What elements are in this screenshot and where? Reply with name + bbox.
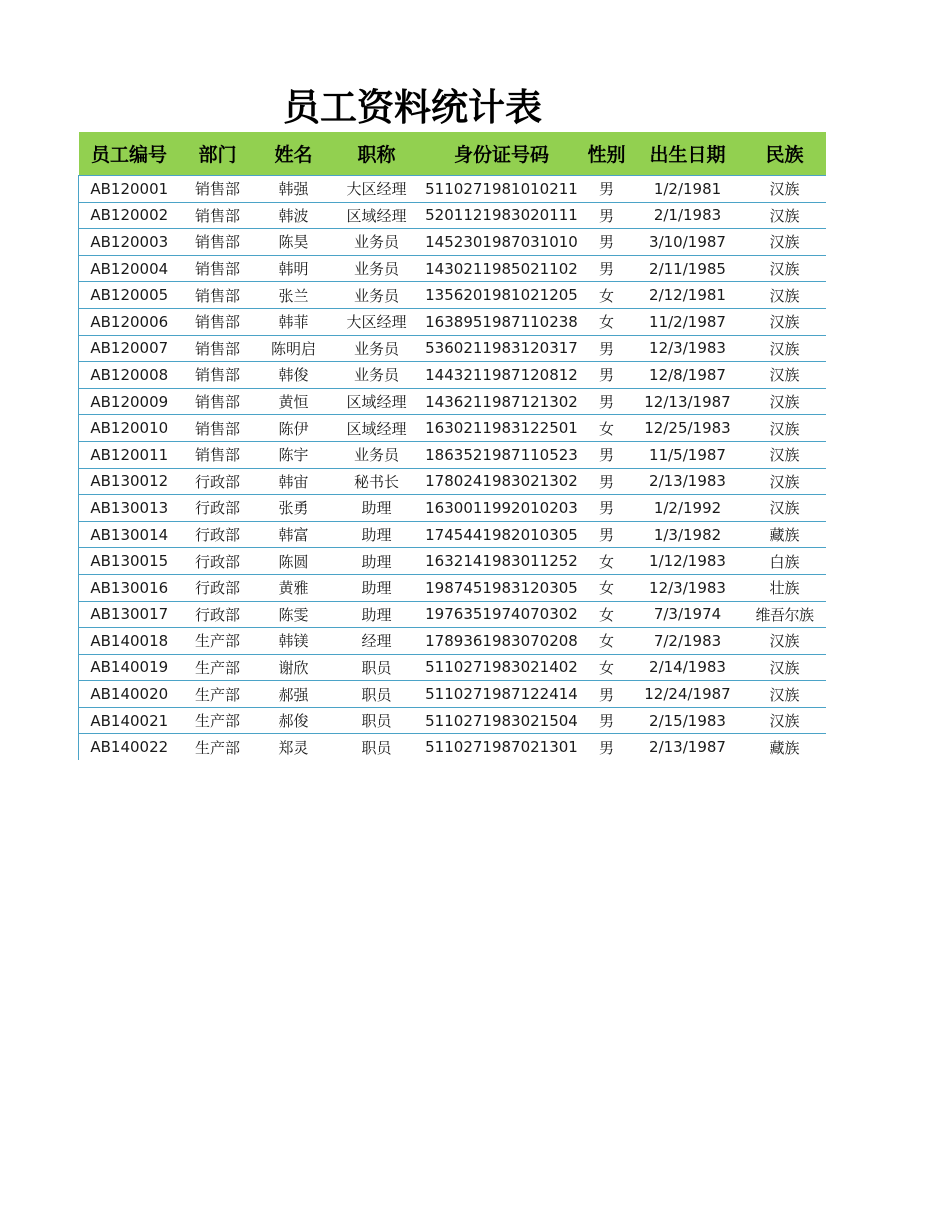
cell-gender: 男	[582, 521, 632, 548]
cell-birth-date: 1/3/1982	[632, 521, 744, 548]
cell-job-title: 助理	[332, 521, 422, 548]
cell-department: 销售部	[180, 388, 256, 415]
cell-department: 销售部	[180, 176, 256, 203]
cell-gender: 女	[582, 282, 632, 309]
cell-department: 生产部	[180, 681, 256, 708]
cell-name: 郑灵	[278, 738, 309, 757]
table-row	[79, 574, 826, 601]
cell-department: 行政部	[180, 574, 256, 601]
cell-gender: 男	[582, 681, 632, 708]
cell-ethnicity: 汉族	[744, 654, 826, 681]
cell-job-title: 业务员	[332, 229, 422, 256]
cell-department: 生产部	[180, 654, 256, 681]
cell-gender: 男	[582, 441, 632, 468]
cell-id-number: 5110271983021402	[422, 654, 582, 681]
table-header	[79, 132, 826, 176]
table-row	[79, 335, 826, 362]
cell-department: 生产部	[180, 707, 256, 734]
cell-job-title: 业务员	[332, 335, 422, 362]
cell-department: 行政部	[180, 521, 256, 548]
cell-department: 销售部	[180, 335, 256, 362]
table-row	[79, 441, 826, 468]
cell-ethnicity: 汉族	[744, 468, 826, 495]
cell-birth-date: 12/3/1983	[632, 574, 744, 601]
cell-ethnicity: 藏族	[769, 738, 800, 757]
cell-ethnicity: 壮族	[744, 574, 826, 601]
cell-birth-date: 2/1/1983	[632, 202, 744, 229]
cell-name: 韩强	[256, 176, 332, 203]
table-row	[79, 308, 826, 335]
cell-job-title: 业务员	[332, 441, 422, 468]
cell-ethnicity: 汉族	[744, 415, 826, 442]
cell-birth-date: 12/8/1987	[632, 362, 744, 389]
cell-birth-date: 3/10/1987	[632, 229, 744, 256]
cell-employee-id: AB140021	[79, 707, 180, 734]
cell-name: 张兰	[256, 282, 332, 309]
header-row	[79, 132, 826, 176]
table-row	[79, 202, 826, 229]
table-row	[79, 681, 826, 708]
cell-department: 销售部	[180, 229, 256, 256]
cell-ethnicity: 汉族	[744, 202, 826, 229]
cell-job-title: 区域经理	[332, 415, 422, 442]
cell-ethnicity: 白族	[744, 548, 826, 575]
cell-gender: 男	[582, 229, 632, 256]
cell-employee-id: AB130012	[79, 468, 180, 495]
cell-gender: 男	[582, 202, 632, 229]
cell-employee-id: AB140022	[79, 734, 180, 760]
cell-name: 韩菲	[256, 308, 332, 335]
header-employee-id: 员工编号	[79, 132, 180, 176]
table-row	[79, 388, 826, 415]
cell-employee-id: AB120010	[79, 415, 180, 442]
cell-name: 韩俊	[256, 362, 332, 389]
header-ethnicity: 民族	[744, 132, 826, 176]
cell-employee-id: AB120008	[79, 362, 180, 389]
table-row	[79, 654, 826, 681]
cell-employee-id: AB130015	[79, 548, 180, 575]
cell-gender: 男	[582, 495, 632, 522]
cell-ethnicity: 汉族	[744, 308, 826, 335]
cell-ethnicity: 维吾尔族	[744, 601, 826, 628]
cell-id-number: 5110271987122414	[422, 681, 582, 708]
cell-job-title: 助理	[332, 574, 422, 601]
cell-id-number: 1630011992010203	[422, 495, 582, 522]
table-row	[79, 362, 826, 389]
cell-birth-date: 1/12/1983	[632, 548, 744, 575]
cell-gender: 男	[582, 176, 632, 203]
cell-birth-date: 7/2/1983	[632, 628, 744, 655]
cell-birth-date: 1/2/1981	[632, 176, 744, 203]
cell-name: 黄恒	[256, 388, 332, 415]
cell-job-title: 秘书长	[332, 468, 422, 495]
cell-name: 韩镁	[256, 628, 332, 655]
cell-job-title: 业务员	[332, 255, 422, 282]
sheet-title	[78, 84, 825, 132]
cell-gender: 男	[598, 738, 614, 757]
sheet-title-text: 员工资料统计表	[283, 86, 542, 129]
cell-id-number: 1436211987121302	[422, 388, 582, 415]
cell-employee-id: AB120003	[79, 229, 180, 256]
cell-job-title: 区域经理	[332, 202, 422, 229]
cell-id-number: 1630211983122501	[422, 415, 582, 442]
cell-job-title: 区域经理	[332, 388, 422, 415]
cell-name: 黄雅	[256, 574, 332, 601]
cell-gender: 男	[582, 388, 632, 415]
cell-birth-date: 12/13/1987	[632, 388, 744, 415]
cell-department: 销售部	[180, 308, 256, 335]
cell-job-title: 助理	[332, 601, 422, 628]
cell-ethnicity: 藏族	[744, 521, 826, 548]
cell-ethnicity: 汉族	[744, 681, 826, 708]
cell-employee-id: AB120002	[79, 202, 180, 229]
cell-id-number: 5360211983120317	[422, 335, 582, 362]
cell-gender: 女	[582, 574, 632, 601]
cell-job-title: 职员	[332, 654, 422, 681]
cell-gender: 男	[582, 255, 632, 282]
cell-ethnicity: 汉族	[744, 388, 826, 415]
cell-department: 销售部	[180, 282, 256, 309]
cell-department: 生产部	[180, 628, 256, 655]
cell-job-title: 职员	[332, 681, 422, 708]
cell-job-title: 助理	[332, 548, 422, 575]
cell-employee-id: AB130014	[79, 521, 180, 548]
cell-employee-id: AB120011	[79, 441, 180, 468]
cell-birth-date: 12/25/1983	[632, 415, 744, 442]
header-department: 部门	[180, 132, 256, 176]
table-row	[79, 415, 826, 442]
cell-gender: 男	[582, 707, 632, 734]
cell-employee-id: AB120001	[79, 176, 180, 203]
cell-name: 郝强	[256, 681, 332, 708]
cell-job-title: 业务员	[332, 282, 422, 309]
cell-employee-id: AB130013	[79, 495, 180, 522]
cell-id-number: 1356201981021205	[422, 282, 582, 309]
cell-job-title: 职员	[361, 738, 392, 757]
cell-id-number: 1863521987110523	[422, 441, 582, 468]
cell-ethnicity: 汉族	[744, 495, 826, 522]
cell-employee-id: AB140018	[79, 628, 180, 655]
cell-id-number: 1430211985021102	[422, 255, 582, 282]
cell-id-number: 1452301987031010	[422, 229, 582, 256]
cell-employee-id: AB140020	[79, 681, 180, 708]
cell-department: 销售部	[180, 202, 256, 229]
cell-gender: 男	[582, 468, 632, 495]
cell-name: 韩波	[256, 202, 332, 229]
cell-ethnicity: 汉族	[744, 229, 826, 256]
table-row	[79, 521, 826, 548]
cell-gender: 男	[582, 335, 632, 362]
cell-name: 陈雯	[256, 601, 332, 628]
table-row	[79, 176, 826, 203]
cell-ethnicity: 汉族	[744, 282, 826, 309]
header-birth-date: 出生日期	[632, 132, 744, 176]
cell-name: 韩宙	[256, 468, 332, 495]
cell-birth-date: 2/14/1983	[632, 654, 744, 681]
header-gender: 性别	[582, 132, 632, 176]
cell-id-number: 1745441982010305	[422, 521, 582, 548]
cell-department: 销售部	[180, 441, 256, 468]
cell-job-title: 职员	[332, 707, 422, 734]
cell-ethnicity: 汉族	[744, 362, 826, 389]
staff-table	[78, 132, 826, 760]
cell-id-number: 5110271983021504	[422, 707, 582, 734]
cell-job-title: 经理	[332, 628, 422, 655]
table-row	[79, 495, 826, 522]
cell-job-title: 助理	[332, 495, 422, 522]
cell-ethnicity: 汉族	[744, 707, 826, 734]
cell-gender: 男	[582, 362, 632, 389]
cell-birth-date: 2/12/1981	[632, 282, 744, 309]
cell-id-number: 5110271987021301	[425, 738, 578, 757]
cell-employee-id: AB120007	[79, 335, 180, 362]
cell-department: 销售部	[180, 255, 256, 282]
cell-name: 陈明启	[256, 335, 332, 362]
header-name: 姓名	[256, 132, 332, 176]
table-row	[79, 229, 826, 256]
cell-birth-date: 11/5/1987	[632, 441, 744, 468]
cell-id-number: 1638951987110238	[422, 308, 582, 335]
cell-birth-date: 1/2/1992	[632, 495, 744, 522]
cell-id-number: 1976351974070302	[422, 601, 582, 628]
cell-id-number: 1987451983120305	[422, 574, 582, 601]
cell-birth-date: 2/13/1987	[649, 738, 726, 757]
cell-name: 郝俊	[256, 707, 332, 734]
cell-department: 销售部	[180, 415, 256, 442]
cell-ethnicity: 汉族	[744, 255, 826, 282]
cell-employee-id: AB120006	[79, 308, 180, 335]
cell-name: 陈宇	[256, 441, 332, 468]
table-row	[79, 734, 826, 760]
cell-name: 张勇	[256, 495, 332, 522]
cell-name: 陈昊	[256, 229, 332, 256]
cell-employee-id: AB130017	[79, 601, 180, 628]
cell-ethnicity: 汉族	[744, 441, 826, 468]
cell-birth-date: 2/15/1983	[632, 707, 744, 734]
cell-ethnicity: 汉族	[744, 176, 826, 203]
cell-name: 谢欣	[256, 654, 332, 681]
cell-department: 行政部	[180, 548, 256, 575]
cell-name: 韩明	[256, 255, 332, 282]
cell-employee-id: AB120004	[79, 255, 180, 282]
cell-birth-date: 12/3/1983	[632, 335, 744, 362]
table-row	[79, 548, 826, 575]
cell-employee-id: AB120005	[79, 282, 180, 309]
cell-department: 销售部	[180, 362, 256, 389]
cell-birth-date: 12/24/1987	[632, 681, 744, 708]
cell-birth-date: 7/3/1974	[632, 601, 744, 628]
cell-name: 韩富	[256, 521, 332, 548]
cell-job-title: 大区经理	[332, 176, 422, 203]
cell-gender: 女	[582, 628, 632, 655]
cell-gender: 女	[582, 601, 632, 628]
cell-id-number: 1789361983070208	[422, 628, 582, 655]
cell-employee-id: AB130016	[79, 574, 180, 601]
table-row	[79, 255, 826, 282]
cell-job-title: 业务员	[332, 362, 422, 389]
cell-birth-date: 11/2/1987	[632, 308, 744, 335]
table-row	[79, 468, 826, 495]
cell-ethnicity: 汉族	[744, 628, 826, 655]
cell-department: 行政部	[180, 468, 256, 495]
table-row	[79, 707, 826, 734]
cell-gender: 女	[582, 548, 632, 575]
cell-gender: 女	[582, 308, 632, 335]
table-row	[79, 601, 826, 628]
cell-name: 陈圆	[256, 548, 332, 575]
cell-gender: 女	[582, 654, 632, 681]
cell-job-title: 大区经理	[332, 308, 422, 335]
header-job-title: 职称	[332, 132, 422, 176]
cell-name: 陈伊	[256, 415, 332, 442]
cell-employee-id: AB120009	[79, 388, 180, 415]
cell-id-number: 5110271981010211	[422, 176, 582, 203]
cell-department: 行政部	[180, 601, 256, 628]
table-body	[79, 176, 826, 761]
cell-id-number: 5201121983020111	[422, 202, 582, 229]
cell-department: 行政部	[180, 495, 256, 522]
table-row	[79, 282, 826, 309]
cell-id-number: 1443211987120812	[422, 362, 582, 389]
cell-ethnicity: 汉族	[744, 335, 826, 362]
cell-department: 生产部	[194, 738, 240, 757]
cell-birth-date: 2/13/1983	[632, 468, 744, 495]
cell-birth-date: 2/11/1985	[632, 255, 744, 282]
cell-employee-id: AB140019	[79, 654, 180, 681]
cell-id-number: 1780241983021302	[422, 468, 582, 495]
header-id-number: 身份证号码	[422, 132, 582, 176]
cell-id-number: 1632141983011252	[422, 548, 582, 575]
cell-gender: 女	[582, 415, 632, 442]
table-row	[79, 628, 826, 655]
